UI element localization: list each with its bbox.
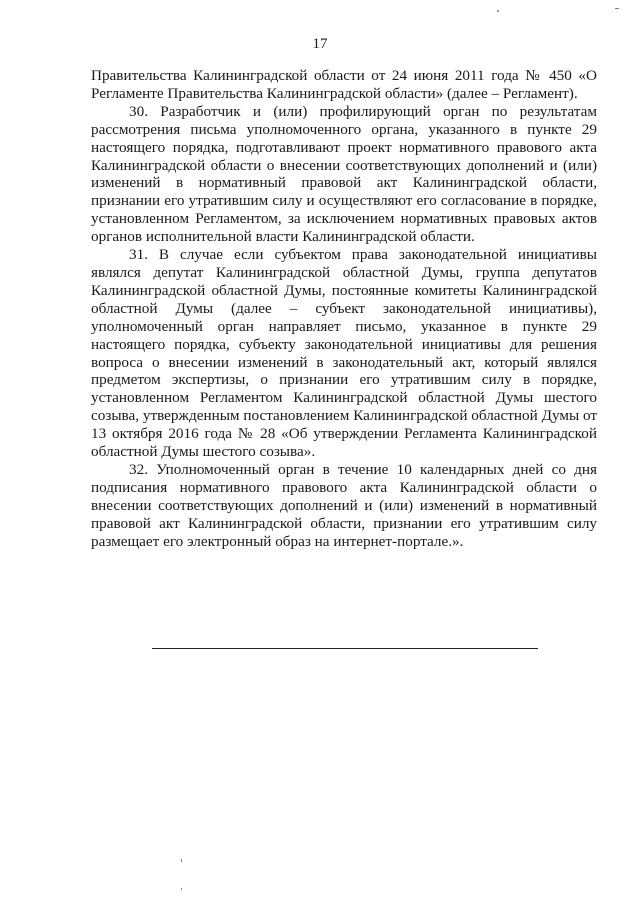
scan-speck [497, 10, 499, 12]
paragraph-continuation: Правительства Калининградской области от 24 июня 2011 года № 450 «О Регламенте Правительства Калининградской области» (далее – Регламент). [91, 67, 597, 102]
closing-separator-line [152, 648, 538, 649]
paragraph-30: 30. Разработчик и (или) профилирующий орган по результатам рассмотрения письма уполномоченного органа, указанного в пункте 29 настоящего порядка, подготавливают проект нормативного правового акта Калининградской области о внесении соответствующих дополнений и (или) изменений в нормативный правовой акт Калининградской области, признании его утратившим силу и осуществляют его согласование в порядке, установленном Регламентом, за исключением нормативных правовых актов органов исполнительной власти Калининградской области. [91, 102, 597, 246]
paragraph-31: 31. В случае если субъектом права законодательной инициативы являлся депутат Калининградской областной Думы, группа депутатов Калининградской областной Думы, постоянные комитеты Калининградской областной Думы (далее – субъект законодательной инициативы), уполномоченный орган направляет письмо, указанное в пункте 29 настоящего порядка, субъекту законодательной инициативы для решения вопроса о внесении изменений в законодательный акт, который являлся предметом экспертизы, о признании его утратившим силу в порядке, установленном Регламентом Калининградской областной Думы шестого созыва, утвержденным постановлением Калининградской областной Думы от 13 октября 2016 года № 28 «Об утверждении Регламента Калининградской областной Думы шестого созыва». [91, 246, 597, 461]
page-number: 17 [312, 36, 328, 52]
scan-speck [181, 888, 182, 890]
scan-speck [615, 8, 619, 9]
scan-speck [181, 859, 182, 862]
document-body [91, 67, 597, 550]
paragraph-32: 32. Уполномоченный орган в течение 10 календарных дней со дня подписания нормативного правового акта Калининградской области о внесении соответствующих дополнений и (или) изменений в нормативный правовой акт Калининградской области, признании его утратившим силу размещает его электронный образ на интернет-портале.». [91, 460, 597, 550]
